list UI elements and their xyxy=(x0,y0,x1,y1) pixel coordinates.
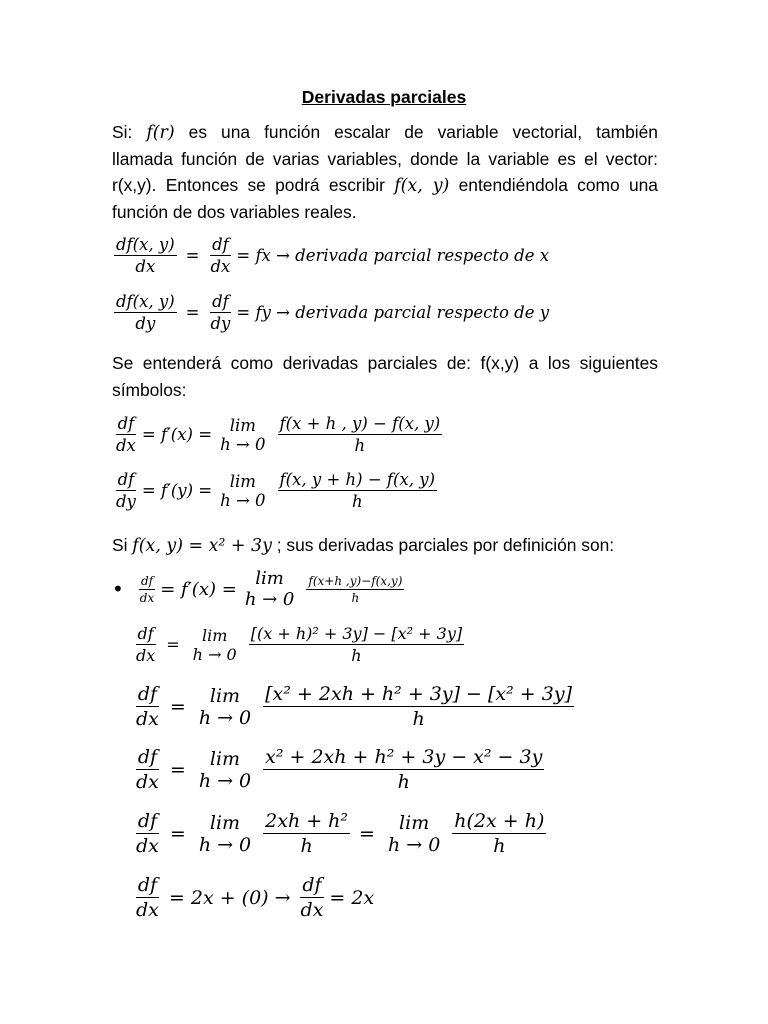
symbols-line-2: símbolos: xyxy=(112,380,187,400)
fraction: $\frac{df}{dx}$ xyxy=(116,414,136,455)
fraction: $\frac{\text{2xh + h²}}{h}$ xyxy=(265,810,349,857)
fraction: $\frac{f(x+h ,y)-f(x,y)}{h}$ xyxy=(308,573,403,605)
fraction: $\frac{df}{dx}$ xyxy=(136,810,159,857)
limit: lim h → 0 xyxy=(220,471,266,510)
inline-math: f(x, y) = x² + 3y xyxy=(132,536,272,556)
intro-line-4: función de dos variables reales. xyxy=(112,202,357,222)
intro-text: entendiéndola como una xyxy=(449,175,658,195)
result: = 2x xyxy=(329,886,375,909)
intro-text: Si: xyxy=(112,122,147,142)
limit: lim h → 0 xyxy=(387,811,441,856)
intro-text: es una función escalar de variable vectorial, también xyxy=(174,122,658,142)
fraction: $\frac{df}{dx}$ xyxy=(210,235,231,276)
step-4: $\frac{df}{dx}$ = lim h → 0 $\frac{\text{x² + 2xh + h² + 3y − x² − 3y}}{h}$ xyxy=(136,746,543,793)
partial-y-equation: $\frac{df(x, y)}{dy}$ = $\frac{df}{dy}$ = fy → derivada parcial respecto de y xyxy=(116,292,550,333)
inline-math: f(x, y) xyxy=(394,176,450,196)
page-title: Derivadas parciales xyxy=(301,87,467,107)
fraction: $\frac{\text{x² + 2xh + h² + 3y − x² − 3y}}{h}$ xyxy=(265,746,543,793)
fraction: $\frac{df(x, y)}{dy}$ xyxy=(116,292,175,333)
intro-line-1 xyxy=(112,119,658,147)
limit: lim h → 0 xyxy=(198,684,252,729)
equals-derivative: = f′(x) = xyxy=(141,425,213,444)
inline-math: f(r) xyxy=(146,123,175,143)
fraction: $\frac{df}{dx}$ xyxy=(300,874,324,921)
step-5: $\frac{df}{dx}$ = lim h → 0 $\frac{\text{2xh + h²}}{h}$ = lim h → 0 $\frac{h(2x + h)}{h}$ xyxy=(136,810,545,857)
partial-x-description: = fx → derivada parcial respecto de x xyxy=(236,246,550,265)
equals-derivative: = f′(y) = xyxy=(141,481,213,500)
definition-y xyxy=(110,470,441,511)
fraction: $\frac{df}{dx}$ xyxy=(136,624,156,665)
step-1: • $\frac{df}{dx}$ = f′(x) = lim h → 0 $\frac{f(x+h ,y)-f(x,y)}{h}$ xyxy=(112,568,403,610)
fraction: $\frac{df}{dy}$ xyxy=(210,292,231,333)
fraction: $\frac{f(x + h , y) - f(x, y)}{h}$ xyxy=(279,414,441,455)
fraction: $\frac{\text{[(x + h)² + 3y] − [x² + 3y]}}{h}$ xyxy=(250,624,463,665)
step-3: $\frac{df}{dx}$ = lim h → 0 $\frac{\text{[x² + 2xh + h² + 3y] − [x² + 3y]}}{h}$ xyxy=(136,683,572,730)
partial-y-description: = fy → derivada parcial respecto de y xyxy=(236,303,550,322)
fraction: $\frac{df(x, y)}{dx}$ xyxy=(116,235,175,276)
fraction: $\frac{df}{dy}$ xyxy=(116,470,136,511)
partial-x-equation: $\frac{df(x, y)}{dx}$ = $\frac{df}{dx}$ = fx → derivada parcial respecto de x xyxy=(116,235,550,276)
limit: lim h → 0 xyxy=(244,568,295,610)
fraction: $\frac{df}{dx}$ xyxy=(136,746,159,793)
definition-x xyxy=(110,414,446,455)
step-2: $\frac{df}{dx}$ = lim h → 0 $\frac{\text{[(x + h)² + 3y] − [x² + 3y]}}{h}$ xyxy=(136,624,463,665)
step-6: $\frac{df}{dx}$ = 2x + (0) → $\frac{df}{dx}$ = 2x xyxy=(136,874,375,921)
intro-line-2: llamada función de varias variables, donde la variable es el vector: xyxy=(112,149,658,169)
fraction: $\frac{df}{dx}$ xyxy=(136,683,159,730)
intro-line-3 xyxy=(112,172,658,200)
fraction: $\frac{df}{dx}$ xyxy=(136,874,159,921)
fraction: $\frac{h(2x + h)}{h}$ xyxy=(454,810,545,857)
symbols-line-1: Se entenderá como derivadas parciales de: f(x,y) a los siguientes xyxy=(112,353,658,373)
example-line: Si f(x, y) = x² + 3y ; sus derivadas parciales por definición son: xyxy=(112,535,615,556)
limit: lim h → 0 xyxy=(192,625,237,664)
fraction: $\frac{\text{[x² + 2xh + h² + 3y] − [x² + 3y]}}{h}$ xyxy=(265,683,572,730)
limit: lim h → 0 xyxy=(198,747,252,792)
fraction: $\frac{f(x, y + h) - f(x, y)}{h}$ xyxy=(279,470,435,511)
limit: lim h → 0 xyxy=(220,415,266,454)
bullet-icon: • xyxy=(112,577,124,601)
limit: lim h → 0 xyxy=(198,811,252,856)
fraction: $\frac{df}{dx}$ xyxy=(139,573,155,605)
intro-text: r(x,y). Entonces se podrá escribir xyxy=(112,175,395,195)
